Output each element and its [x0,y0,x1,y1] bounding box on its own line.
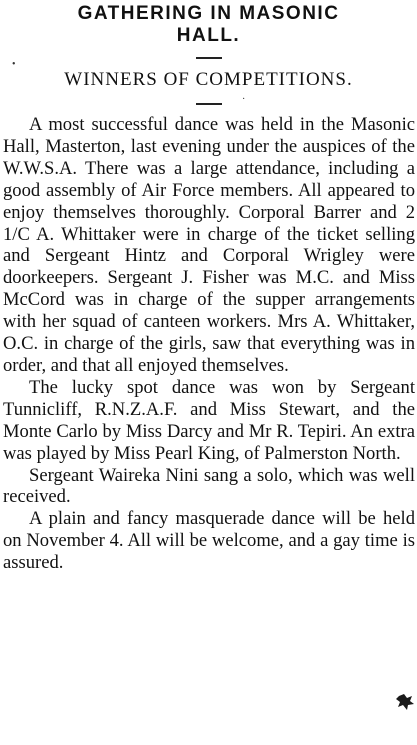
print-speck: · [242,94,246,105]
separator-rule [196,103,222,105]
print-speck: • [12,59,16,70]
separator-rule [196,57,222,59]
paragraph-2: The lucky spot dance was won by Sergeant Tunnicliff, R.N.Z.A.F. and Miss Stewart, and the Monte Carlo by Miss Darcy and Mr R. Tepiri. An extra was played by Miss Pearl King, of Palmerston North. [3,376,415,464]
headline-line-1: GATHERING IN MASONIC [77,3,340,24]
headline-line-2: HALL. [176,25,241,46]
article-body [3,114,415,574]
paragraph-3: Sergeant Waireka Nini sang a solo, which was well received. [3,464,415,508]
paragraph-1: A most successful dance was held in the Masonic Hall, Masterton, last evening under the auspices of the W.W.S.A. There was a large attendance, including a good assembly of Air Force members. All appeared to enjoy themselves thoroughly. Corporal Barrer and 2 1/C A. Whittaker were in charge of the ticket selling and Sergeant Hintz and Corporal Wrigley were doorkeepers. Sergeant J. Fisher was M.C. and Miss McCord was in charge of the supper arrangements with her squad of canteen workers. Mrs A. Whittaker, O.C. in charge of the girls, saw that everything was in order, and that all enjoyed themselves. [3,114,415,376]
ink-blot [395,690,415,712]
paragraph-4: A plain and fancy masquerade dance will be held on November 4. All will be welcome, and a gay time is assured. [3,508,415,574]
subheadline: WINNERS OF COMPETITIONS. [64,69,353,90]
